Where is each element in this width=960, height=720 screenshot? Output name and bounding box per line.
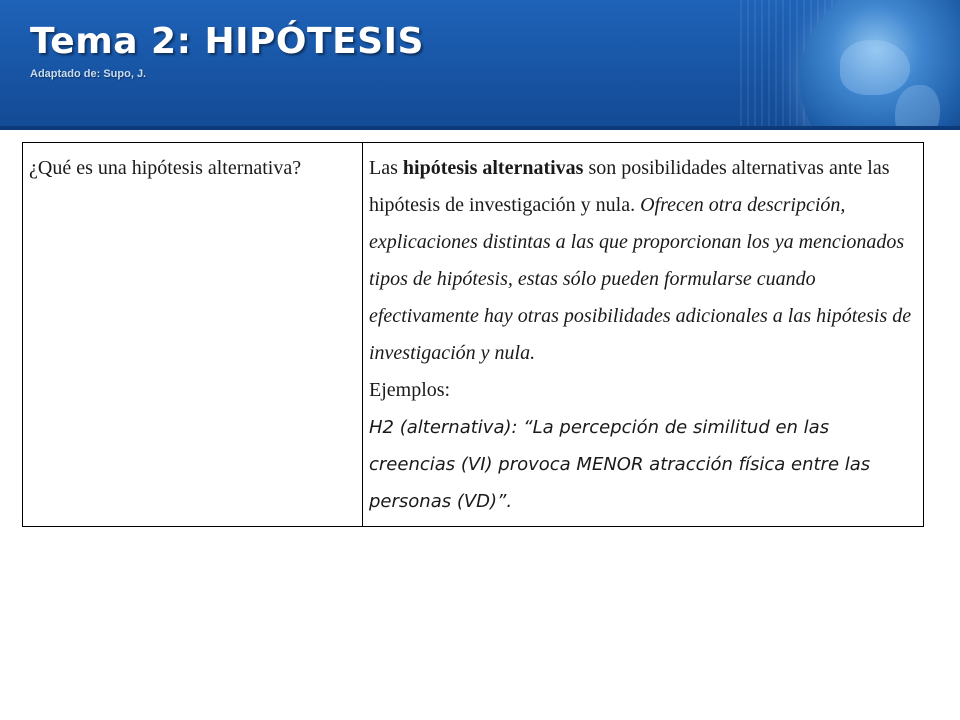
answer-intro-bold: hipótesis alternativas xyxy=(402,157,584,179)
slide-title: Tema 2: HIPÓTESIS xyxy=(30,21,424,62)
examples-label: Ejemplos: xyxy=(369,379,451,401)
slide-header xyxy=(0,0,960,130)
table-row xyxy=(23,143,924,527)
example-text: H2 (alternativa): “La percepción de similitud en las creencias (VI) provoca MENOR atracción física entre las personas (VD)”. xyxy=(369,417,871,512)
header-divider xyxy=(0,126,960,130)
slide-subtitle: Adaptado de: Supo, J. xyxy=(30,68,147,80)
answer-intro-prefix: Las xyxy=(369,157,403,179)
globe-icon xyxy=(800,0,960,130)
content-table xyxy=(22,142,924,527)
answer-italic-text: Ofrecen otra descripción, explicaciones distintas a las que proporcionan los ya mencionados tipos de hipótesis, estas sólo pueden formularse cuando efectivamente hay otras posibilidades adicionales a las hipótesis de investigación y nula. xyxy=(369,194,912,364)
question-cell xyxy=(23,143,363,527)
question-text: ¿Qué es una hipótesis alternativa? xyxy=(29,157,302,179)
answer-cell xyxy=(363,143,924,527)
answer-intro-suffix: son posibilidades alternativas ante las hipótesis de investigación y nula. xyxy=(369,157,890,216)
answer-definition xyxy=(369,150,917,372)
